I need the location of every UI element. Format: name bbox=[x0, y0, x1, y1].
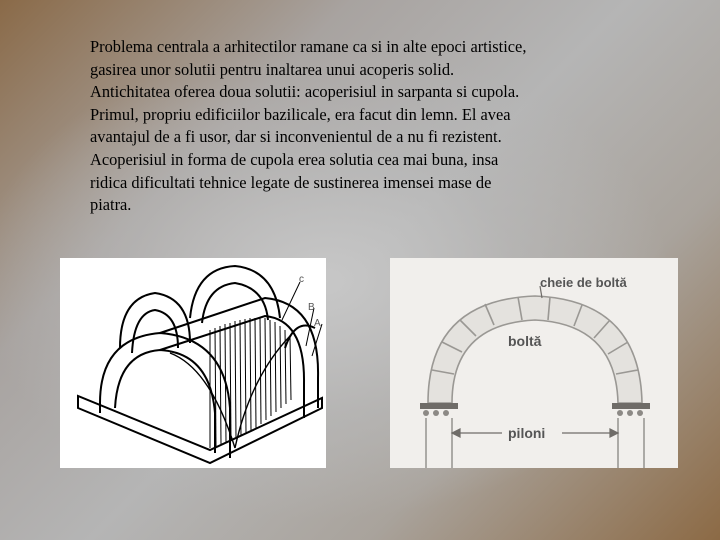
vault-label-a: A bbox=[314, 318, 321, 329]
vault-label-c: c bbox=[299, 274, 304, 285]
vault-label-b: B bbox=[308, 302, 315, 313]
groin-vault-illustration bbox=[60, 258, 326, 468]
paragraph-line: piatra. bbox=[90, 195, 132, 215]
paragraph-line: Problema centrala a arhitectilor ramane ca si in alte epoci artistice, bbox=[90, 37, 527, 56]
arch-label: boltă bbox=[508, 333, 542, 349]
paragraph-line: Primul, propriu edificiilor bazilicale, era facut din lemn. El avea bbox=[90, 104, 511, 124]
keystone-label: cheie de boltă bbox=[540, 275, 627, 290]
paragraph-line: Acoperisiul in forma de cupola erea solutia cea mai buna, insa bbox=[90, 149, 499, 169]
paragraph-line: Antichitatea oferea doua solutii: acoperisiul in sarpanta si cupola. bbox=[90, 82, 520, 102]
slide-paragraph bbox=[90, 36, 650, 217]
piers-label: piloni bbox=[508, 425, 546, 441]
paragraph-line: avantajul de a fi usor, dar si inconvenientul de a nu fi rezistent. bbox=[90, 127, 502, 147]
paragraph-line: gasirea unor solutii pentru inaltarea unui acoperis solid. bbox=[90, 59, 455, 79]
paragraph-line: ridica dificultati tehnice legate de sustinerea imensei mase de bbox=[90, 172, 492, 192]
arch-diagram-illustration bbox=[390, 258, 678, 468]
